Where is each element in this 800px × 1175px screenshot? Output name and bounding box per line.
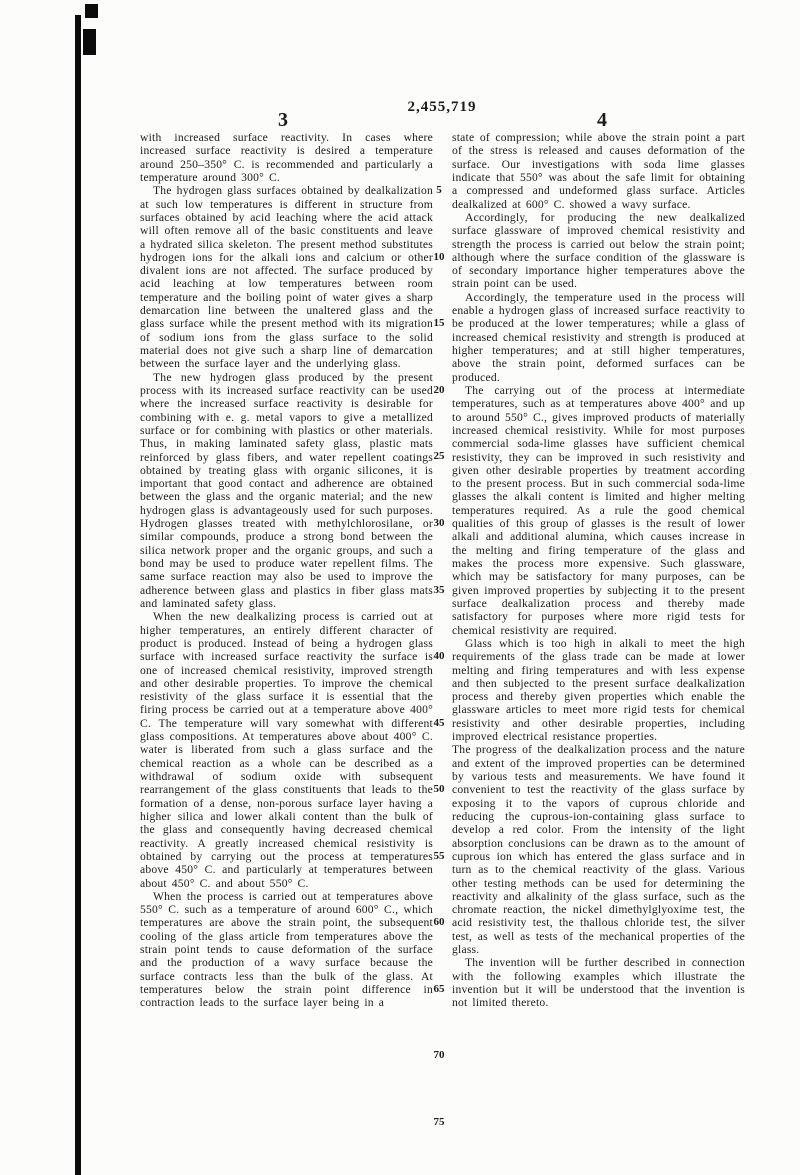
paragraph: The carrying out of the process at intermediate temperatures, such as at temperatures above 400° and up to around 550° C., gives improved products of materially increased chemical resistivity. While for most purposes commercial soda-lime glasses have sufficient chemical resistivity, they can be improved in such resistivity and given other desirable properties by treatment according to the present process. But in such commercial soda-lime glasses the alkali content is limited and higher melting temperatures required. As a rule the good chemical qualities of this group of glasses is the result of lower alkali and additional alumina, which causes increase in the melting and firing temperature of the glass and makes the process more expensive. Such glassware, which may be satisfactory for many purposes, can be given improved properties by subjecting it to the present surface dealkalization process and thereby made satisfactory for purposes where more rigid tests for chemical resistivity are required. [452, 383, 745, 637]
paragraph: Accordingly, for producing the new dealkalized surface glassware of improved chemical resistivity and strength the process is carried out below the strain point; although where the surface condition of the glassware is of secondary importance higher temperatures above the strain point can be used. [452, 210, 745, 291]
ink-mark-artifact [83, 29, 96, 55]
line-number: 60 [433, 916, 445, 929]
line-number-gutter [424, 0, 454, 1175]
line-number: 65 [433, 982, 445, 995]
line-number: 25 [433, 450, 445, 463]
line-number: 5 [436, 184, 442, 197]
ink-mark-artifact [85, 4, 98, 18]
line-number: 20 [433, 383, 445, 396]
paragraph: state of compression; while above the strain point a part of the stress is released and causes deformation of the surface. Our investigations with soda lime glasses indicate that 550° was about the safe limit for obtaining a compressed and undeformed glass surface. Articles dealkalized at 600° C. showed a wavy surface. [452, 131, 745, 211]
column-number-right: 4 [597, 109, 607, 131]
column-number-left: 3 [278, 109, 288, 131]
left-text-column [140, 131, 433, 1010]
line-number: 30 [433, 516, 445, 529]
paragraph: Accordingly, the temperature used in the process will enable a hydrogen glass of increased surface reactivity to be produced at the lower temperatures; while a glass of increased chemical resistivity and strength is produced at higher temperatures; and at still higher temperatures, above the strain point, deformed surfaces can be produced. [452, 290, 745, 384]
line-number: 75 [433, 1115, 445, 1128]
line-number: 50 [433, 783, 445, 796]
line-number: 55 [433, 849, 445, 862]
line-number: 40 [433, 650, 445, 663]
paragraph: Glass which is too high in alkali to meet the high requirements of the glass trade can be made at lower melting and firing temperatures and with less expense and then subjected to the present surface dealkalization process and thereby given properties which enable the glassware articles to meet more rigid tests for chemical resistivity and other desirable properties, including improved electrical resistance properties. [452, 636, 745, 744]
paragraph: The new hydrogen glass produced by the present process with its increased surface reactivity can be used where the increased surface reactivity is desirable for combining with e. g. metal vapors to give a metallized surface or for combining with plastics or other materials. Thus, in making laminated safety glass, plastic mats reinforced by glass fibers, and water repellent coatings obtained by treating glass with organic silicones, it is important that good contact and adherence are obtained between the glass and the organic material; and the new hydrogen glass is advantageously used for such purposes. Hydrogen glasses treated with methylchlorosilane, or similar compounds, produce a strong bond between the silica network proper and the organic groups, and such a bond may be used to produce water repellent films. The same surface reaction may also be used to improve the adherence between glass and plastics in fiber glass mats and laminated safety glass. [140, 370, 433, 610]
paragraph: The hydrogen glass surfaces obtained by dealkalization at such low temperatures is different in structure from surfaces obtained by acid leaching where the acid attack will often remove all of the basic constituents and leave a hydrated silica skeleton. The present method substitutes hydrogen ions for the alkali ions and calcium or other divalent ions are not affected. The surface produced by acid leaching at low temperatures between room temperature and the boiling point of water gives a sharp demarcation line between the unaltered glass and the glass surface while the present method with its migration of sodium ions from the glass surface to the solid material does not give such a sharp line of demarcation between the surface layer and the underlying glass. [140, 184, 433, 371]
line-number: 15 [433, 317, 445, 330]
line-number: 45 [433, 716, 445, 729]
paragraph: The invention will be further described in connection with the following examples which illustrate the invention but it will be understood that the invention is not limited thereto. [452, 956, 745, 1010]
paragraph: with increased surface reactivity. In cases where increased surface reactivity is desired a temperature around 250–350° C. is recommended and particularly a temperature around 300° C. [140, 131, 433, 184]
right-text-column [452, 131, 745, 1010]
line-number: 35 [433, 583, 445, 596]
paragraph: When the new dealkalizing process is carried out at higher temperatures, an entirely different character of product is produced. Instead of being a hydrogen glass surface with increased surface reactivity the surface is one of increased chemical resistivity, improved strength and other desirable properties. To improve the chemical resistivity of the glass surface it is essential that the firing process be carried out at a temperature above 400° C. The temperature will vary somewhat with different glass compositions. At temperatures above about 400° C. water is liberated from such a glass surface and the chemical reaction as a whole can be described as a withdrawal of sodium oxide with subsequent rearrangement of the glass constituents that leads to the formation of a dense, non-porous surface layer having a higher silica and lower alkali content than the bulk of the glass and consequently having decreased chemical reactivity. A greatly increased chemical resistivity is obtained by carrying out the process at temperatures above 450° C. and particularly at temperatures between about 450° C. and about 550° C. [140, 610, 433, 890]
patent-number: 2,455,719 [407, 99, 477, 115]
binding-bar-artifact [75, 15, 81, 1175]
paragraph: When the process is carried out at temperatures above 550° C. such as a temperature of around 600° C., which temperatures are above the strain point, the subsequent cooling of the glass article from temperatures above the strain point tends to cause deformation of the surface and the production of a wavy surface because the surface contracts less than the bulk of the glass. At temperatures below the strain point difference in contraction leads to the surface layer being in a [140, 889, 433, 1010]
paragraph: The progress of the dealkalization process and the nature and extent of the improved properties can be determined by various tests and measurements. We have found it convenient to test the reactivity of the glass surface by exposing it to the vapors of cuprous chloride and reducing the cuprous-ion-containing glass surface to develop a red color. From the intensity of the light absorption conclusions can be drawn as to the amount of cuprous ion which has entered the glass surface and in turn as to the chemical reactivity of the glass. Various other testing methods can be used for determining the reactivity and alkalinity of the glass surface, such as the chromate reaction, the nickel dimethylglyoxime test, the acid resistivity test, the thallous chloride test, the silver test, as well as tests of the mechanical properties of the glass. [452, 743, 745, 957]
line-number: 10 [433, 250, 445, 263]
line-number: 70 [433, 1049, 445, 1062]
